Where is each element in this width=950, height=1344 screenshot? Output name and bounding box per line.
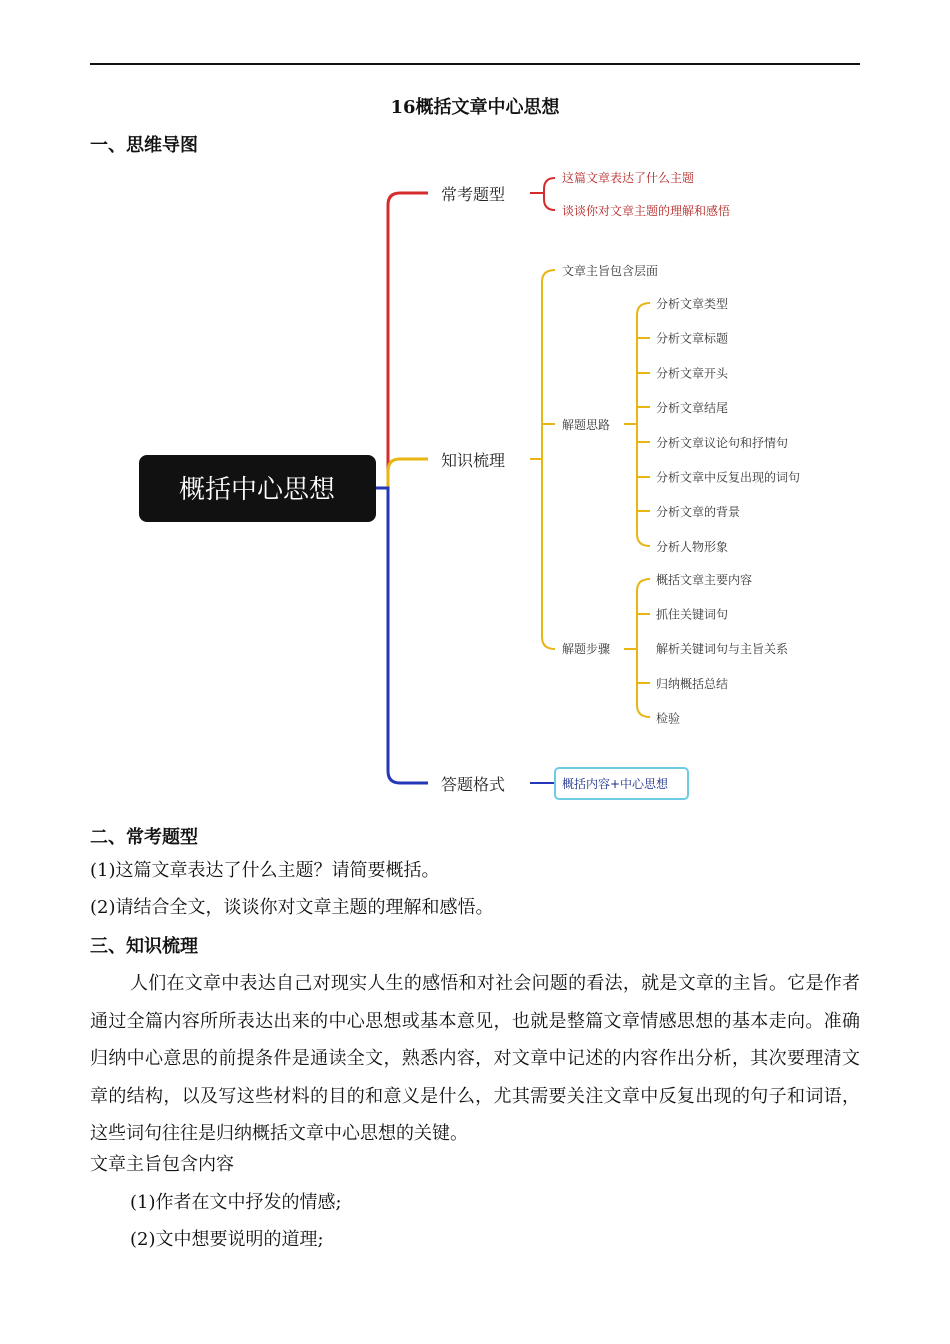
connector-approach-ticks [637, 338, 650, 511]
knowledge-paragraph: 人们在文章中表达自己对现实人生的感悟和对社会问题的看法，就是文章的主旨。它是作者通过全篇内容所所表达出来的中心思想或基本意见，也就是整篇文章情感思想的基本走向。准确归纳中心意思的前提条件是通读全文，熟悉内容，对文章中记述的内容作出分析，其次要理清文章的结构，以及写这些材料的目的和意义是什么，尤其需要关注文章中反复出现的句子和词语，这些词句往往是归纳概括文章中心思想的关键。 [90, 973, 860, 1144]
mindmap-leaf-item: 检验 [656, 711, 681, 726]
mindmap-leaf-item: 分析文章标题 [656, 331, 729, 346]
root-label: 概括中心思想 [178, 475, 336, 505]
mindmap-leaf-item: 分析人物形象 [656, 539, 729, 554]
mind-map [0, 160, 950, 820]
mindmap-leaf-item: 分析文章议论句和抒情句 [656, 435, 789, 450]
mindmap-leaf-item: 概括文章主要内容 [656, 573, 753, 587]
mindmap-leaf-item: 抓住关键词句 [656, 607, 729, 622]
section-heading-exam-types: 二、常考题型 [90, 827, 198, 848]
branch-label-knowledge: 知识梳理 [441, 451, 506, 470]
mindmap-leaf-item: 分析文章中反复出现的词句 [656, 470, 801, 485]
header-rule [90, 63, 860, 65]
mindmap-leaf-item: 分析文章的背景 [656, 505, 741, 520]
steps-label: 解题步骤 [562, 642, 611, 656]
content-heading: 文章主旨包含内容 [90, 1154, 234, 1175]
connector-red [530, 178, 555, 210]
approach-label: 解题思路 [562, 418, 611, 432]
page-title: 16概括文章中心思想 [390, 97, 560, 118]
mindmap-leaf-item: 解析关键词句与主旨关系 [656, 642, 789, 657]
mindmap-leaf-item: 归纳概括总结 [656, 676, 729, 691]
question-2: (2)请结合全文，谈谈你对文章主题的理解和感悟。 [90, 897, 494, 918]
branch-label-exam-types: 常考题型 [441, 185, 506, 204]
connector-yellow [530, 270, 555, 649]
section-heading-knowledge: 三、知识梳理 [90, 936, 198, 957]
connector-steps-ticks [637, 614, 650, 683]
exam-type-item: 这篇文章表达了什么主题 [562, 171, 695, 185]
connector-steps [624, 579, 650, 717]
approach-items [656, 296, 800, 554]
mindmap-leaf-item: 分析文章开头 [656, 366, 729, 381]
content-item: (1)作者在文中抒发的情感; [130, 1192, 342, 1213]
exam-type-item: 谈谈你对文章主题的理解和感悟 [562, 204, 731, 218]
answer-format-text: 概括内容+中心思想 [562, 777, 669, 791]
branch-line-red [376, 193, 428, 488]
mindmap-leaf-item: 分析文章类型 [656, 297, 729, 311]
steps-items [656, 572, 788, 725]
mindmap-leaf-item: 分析文章结尾 [656, 401, 729, 416]
connector-approach [624, 303, 650, 546]
level-item: 文章主旨包含层面 [562, 264, 659, 278]
branch-label-answer-format: 答题格式 [441, 775, 506, 794]
question-1: (1)这篇文章表达了什么主题？请简要概括。 [90, 860, 440, 881]
section-heading-mindmap: 一、思维导图 [90, 135, 198, 156]
branch-line-yellow [376, 459, 428, 488]
content-item: (2)文中想要说明的道理; [130, 1229, 324, 1250]
branch-line-blue [376, 488, 428, 783]
